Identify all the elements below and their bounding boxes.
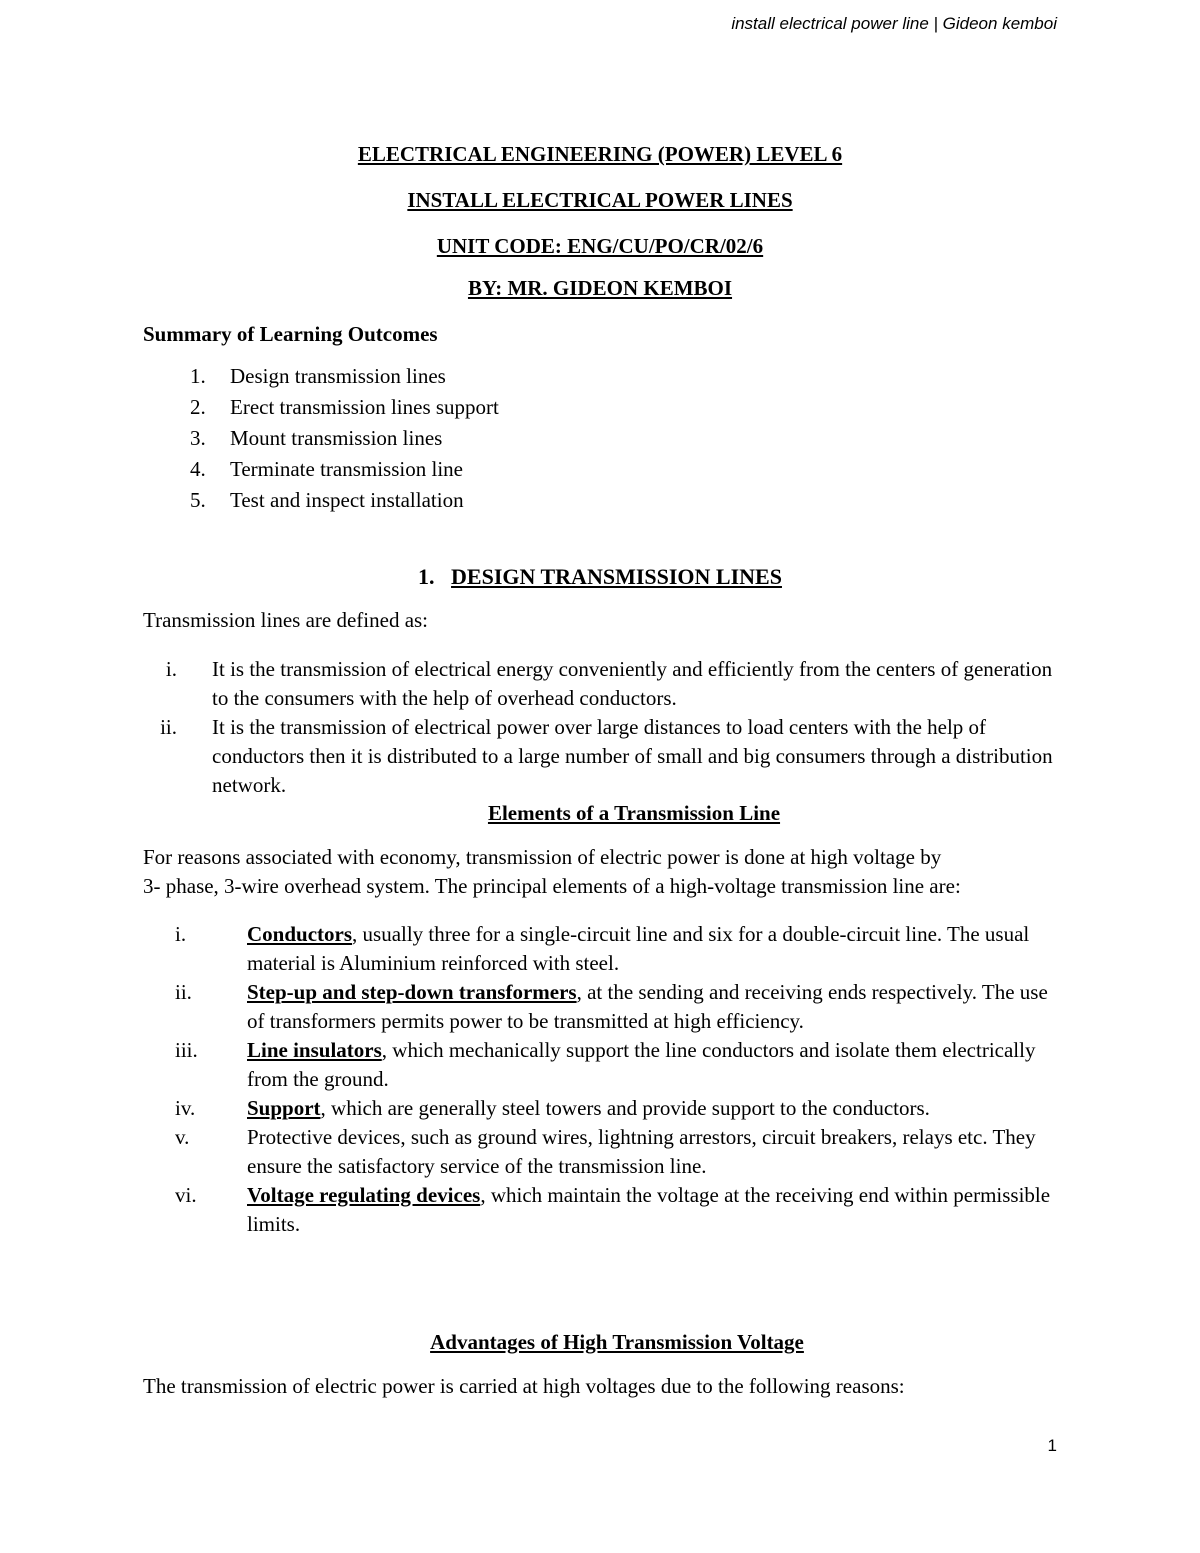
list-item: 3. Mount transmission lines: [190, 426, 443, 450]
course-title: ELECTRICAL ENGINEERING (POWER) LEVEL 6: [357, 142, 843, 166]
definitions-intro: Transmission lines are defined as:: [143, 608, 429, 632]
list-item: v. Protective devices, such as ground wires, lightning arrestors, circuit breakers, relays etc. They ensure the satisfactory service of the transmission line.: [175, 1125, 1036, 1178]
list-item: ii. Step-up and step-down transformers, at the sending and receiving ends respectively. The use of transformers permits power to be transmitted at high efficiency.: [175, 980, 1048, 1033]
list-item: i. It is the transmission of electrical energy conveniently and efficiently from the centers of generation to the consumers with the help of overhead conductors.: [165, 657, 1053, 710]
section-number: 1.: [418, 564, 435, 589]
list-item: vi. Voltage regulating devices, which maintain the voltage at the receiving end within permissible limits.: [175, 1183, 1051, 1236]
elements-heading: Elements of a Transmission Line: [487, 801, 781, 825]
list-item: i. Conductors, usually three for a single-circuit line and six for a double-circuit line. The usual material is Aluminium reinforced with steel.: [175, 922, 1030, 975]
list-item: iv. Support, which are generally steel towers and provide support to the conductors.: [175, 1096, 930, 1120]
list-item: 4. Terminate transmission line: [190, 457, 463, 481]
list-item: iii. Line insulators, which mechanically support the line conductors and isolate them electrically from the ground.: [175, 1038, 1036, 1091]
page-number: 1: [1047, 1436, 1057, 1455]
list-item: 2. Erect transmission lines support: [190, 395, 499, 419]
list-item: 5. Test and inspect installation: [190, 488, 464, 512]
elements-list: [143, 920, 1053, 1239]
page-header: install electrical power line | Gideon kemboi: [731, 14, 1057, 33]
learning-outcomes-list: [190, 363, 499, 518]
elements-intro-line-2: 3- phase, 3-wire overhead system. The principal elements of a high-voltage transmission line are:: [143, 874, 961, 898]
summary-heading: Summary of Learning Outcomes: [143, 322, 438, 346]
section-title: DESIGN TRANSMISSION LINES: [451, 564, 782, 589]
list-item: 1. Design transmission lines: [190, 364, 446, 388]
unit-title: INSTALL ELECTRICAL POWER LINES: [407, 188, 793, 212]
section-heading: [0, 564, 1200, 590]
list-item: ii. It is the transmission of electrical power over large distances to load centers with the help of conductors then it is distributed to a large number of small and big consumers through a distribution network.: [160, 715, 1053, 797]
author-line: BY: MR. GIDEON KEMBOI: [467, 276, 733, 300]
definitions-list: [143, 655, 1063, 800]
unit-code: UNIT CODE: ENG/CU/PO/CR/02/6: [436, 234, 764, 258]
advantages-heading: Advantages of High Transmission Voltage: [430, 1330, 804, 1354]
advantages-intro: The transmission of electric power is carried at high voltages due to the following reasons:: [143, 1374, 905, 1398]
elements-intro-line-1: For reasons associated with economy, transmission of electric power is done at high voltage by: [143, 845, 942, 869]
